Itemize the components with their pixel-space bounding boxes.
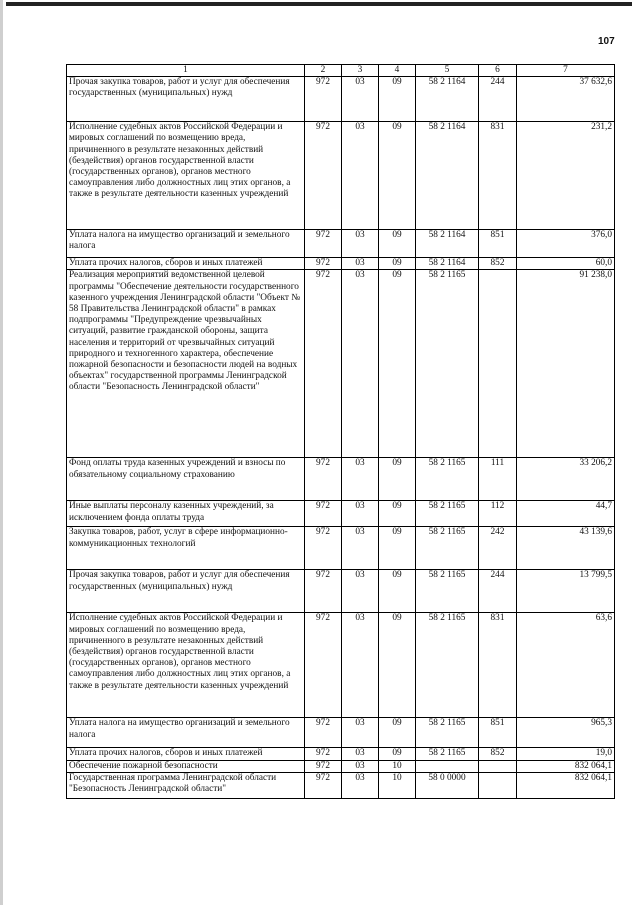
row-name: Реализация мероприятий ведомственной целевой программы "Обеспечение деятельности государственного казенного учреждения Ленинградской области "Объект № 58 Правительства Ленинградской области" в рамках подпрограммы "Предупреждение чрезвычайных ситуаций, развитие гражданской обороны, защита населения и территорий от чрезвычайных ситуаций природного и техногенного характера, обеспечение пожарной безопасности и безопасности людей на водных объектах" государственной программы Ленинградской области "Безопасность Ленинградской области" <box>67 270 305 458</box>
table-row <box>67 570 615 613</box>
row-name: Иные выплаты персоналу казенных учреждений, за исключением фонда оплаты труда <box>67 501 305 527</box>
row-code-3: 03 <box>342 122 379 230</box>
row-amount: 832 064,1 <box>517 772 615 798</box>
row-code-6: 831 <box>479 122 517 230</box>
row-code-6: 851 <box>479 230 517 258</box>
row-code-2: 972 <box>305 613 342 718</box>
row-code-5: 58 2 1164 <box>416 122 479 230</box>
row-code-4: 09 <box>379 270 416 458</box>
row-amount: 37 632,6 <box>517 77 615 122</box>
row-code-6: 111 <box>479 458 517 501</box>
row-code-5: 58 2 1164 <box>416 230 479 258</box>
row-code-4: 10 <box>379 760 416 772</box>
row-name: Исполнение судебных актов Российской Федерации и мировых соглашений по возмещению вреда, причиненного в результате незаконных действий (бездействия) органов государственной власти (государственных органов), органов местного самоуправления либо должностных лиц этих органов, а также в результате деятельности казенных учреждений <box>67 122 305 230</box>
header-cell: 3 <box>342 65 379 77</box>
row-code-2: 972 <box>305 230 342 258</box>
row-code-2: 972 <box>305 570 342 613</box>
row-code-3: 03 <box>342 77 379 122</box>
row-code-3: 03 <box>342 258 379 270</box>
row-name: Закупка товаров, работ, услуг в сфере информационно-коммуникационных технологий <box>67 527 305 570</box>
header-cell: 5 <box>416 65 479 77</box>
table-row <box>67 230 615 258</box>
row-code-4: 09 <box>379 77 416 122</box>
table-row <box>67 527 615 570</box>
row-code-6 <box>479 270 517 458</box>
row-code-2: 972 <box>305 122 342 230</box>
page-number: 107 <box>598 36 615 47</box>
row-amount: 63,6 <box>517 613 615 718</box>
row-name: Государственная программа Ленинградской области "Безопасность Ленинградской области" <box>67 772 305 798</box>
row-code-3: 03 <box>342 760 379 772</box>
row-code-3: 03 <box>342 458 379 501</box>
table-row <box>67 77 615 122</box>
table-header-row <box>67 65 615 77</box>
row-code-3: 03 <box>342 613 379 718</box>
row-name: Обеспечение пожарной безопасности <box>67 760 305 772</box>
row-code-4: 09 <box>379 458 416 501</box>
row-code-2: 972 <box>305 270 342 458</box>
row-code-6: 831 <box>479 613 517 718</box>
row-code-6 <box>479 760 517 772</box>
row-name: Уплата прочих налогов, сборов и иных платежей <box>67 748 305 760</box>
row-code-4: 09 <box>379 570 416 613</box>
row-code-2: 972 <box>305 760 342 772</box>
row-amount: 43 139,6 <box>517 527 615 570</box>
row-code-4: 09 <box>379 230 416 258</box>
row-code-5: 58 2 1165 <box>416 527 479 570</box>
row-name: Фонд оплаты труда казенных учреждений и взносы по обязательному социальному страхованию <box>67 458 305 501</box>
row-code-3: 03 <box>342 270 379 458</box>
table-row <box>67 122 615 230</box>
row-amount: 965,3 <box>517 718 615 748</box>
table-row <box>67 772 615 798</box>
row-code-6 <box>479 772 517 798</box>
row-code-2: 972 <box>305 458 342 501</box>
row-amount: 33 206,2 <box>517 458 615 501</box>
row-code-6: 242 <box>479 527 517 570</box>
row-amount: 376,0 <box>517 230 615 258</box>
row-code-6: 852 <box>479 748 517 760</box>
header-cell: 7 <box>517 65 615 77</box>
table-row <box>67 613 615 718</box>
row-code-5: 58 2 1165 <box>416 458 479 501</box>
row-code-5: 58 0 0000 <box>416 772 479 798</box>
row-code-4: 09 <box>379 748 416 760</box>
row-code-4: 09 <box>379 258 416 270</box>
table-row <box>67 458 615 501</box>
row-code-5 <box>416 760 479 772</box>
row-code-5: 58 2 1165 <box>416 613 479 718</box>
row-code-5: 58 2 1165 <box>416 501 479 527</box>
row-code-2: 972 <box>305 772 342 798</box>
row-code-5: 58 2 1165 <box>416 718 479 748</box>
row-code-5: 58 2 1164 <box>416 258 479 270</box>
row-code-4: 09 <box>379 122 416 230</box>
row-amount: 19,0 <box>517 748 615 760</box>
table-row <box>67 718 615 748</box>
header-cell: 2 <box>305 65 342 77</box>
row-name: Уплата налога на имущество организаций и земельного налога <box>67 718 305 748</box>
row-code-4: 09 <box>379 501 416 527</box>
row-code-6: 852 <box>479 258 517 270</box>
row-code-5: 58 2 1165 <box>416 748 479 760</box>
row-code-6: 112 <box>479 501 517 527</box>
table-row <box>67 501 615 527</box>
row-code-2: 972 <box>305 501 342 527</box>
row-code-3: 03 <box>342 570 379 613</box>
row-code-3: 03 <box>342 772 379 798</box>
table-row <box>67 760 615 772</box>
row-amount: 60,0 <box>517 258 615 270</box>
row-code-2: 972 <box>305 77 342 122</box>
row-code-2: 972 <box>305 258 342 270</box>
row-code-4: 10 <box>379 772 416 798</box>
row-code-6: 244 <box>479 77 517 122</box>
row-code-4: 09 <box>379 613 416 718</box>
row-amount: 91 238,0 <box>517 270 615 458</box>
row-code-3: 03 <box>342 230 379 258</box>
row-code-2: 972 <box>305 718 342 748</box>
row-code-3: 03 <box>342 527 379 570</box>
row-code-3: 03 <box>342 501 379 527</box>
row-code-4: 09 <box>379 718 416 748</box>
header-cell: 4 <box>379 65 416 77</box>
row-code-5: 58 2 1165 <box>416 270 479 458</box>
row-amount: 44,7 <box>517 501 615 527</box>
row-code-3: 03 <box>342 748 379 760</box>
budget-table <box>66 64 615 799</box>
header-cell: 1 <box>67 65 305 77</box>
row-code-5: 58 2 1164 <box>416 77 479 122</box>
table-row <box>67 258 615 270</box>
header-cell: 6 <box>479 65 517 77</box>
row-code-5: 58 2 1165 <box>416 570 479 613</box>
row-code-6: 244 <box>479 570 517 613</box>
row-code-3: 03 <box>342 718 379 748</box>
scan-top-rule <box>6 2 632 6</box>
row-amount: 832 064,1 <box>517 760 615 772</box>
row-code-2: 972 <box>305 527 342 570</box>
row-code-2: 972 <box>305 748 342 760</box>
row-amount: 13 799,5 <box>517 570 615 613</box>
row-code-6: 851 <box>479 718 517 748</box>
row-name: Прочая закупка товаров, работ и услуг для обеспечения государственных (муниципальных) нужд <box>67 77 305 122</box>
table-row <box>67 748 615 760</box>
row-name: Уплата налога на имущество организаций и земельного налога <box>67 230 305 258</box>
row-amount: 231,2 <box>517 122 615 230</box>
row-name: Исполнение судебных актов Российской Федерации и мировых соглашений по возмещению вреда, причиненного в результате незаконных действий (бездействия) органов государственной власти (государственных органов), органов местного самоуправления либо должностных лиц этих органов, а также в результате деятельности казенных учреждений <box>67 613 305 718</box>
row-name: Прочая закупка товаров, работ и услуг для обеспечения государственных (муниципальных) нужд <box>67 570 305 613</box>
row-code-4: 09 <box>379 527 416 570</box>
table-row <box>67 270 615 458</box>
row-name: Уплата прочих налогов, сборов и иных платежей <box>67 258 305 270</box>
scan-left-edge <box>0 0 3 905</box>
